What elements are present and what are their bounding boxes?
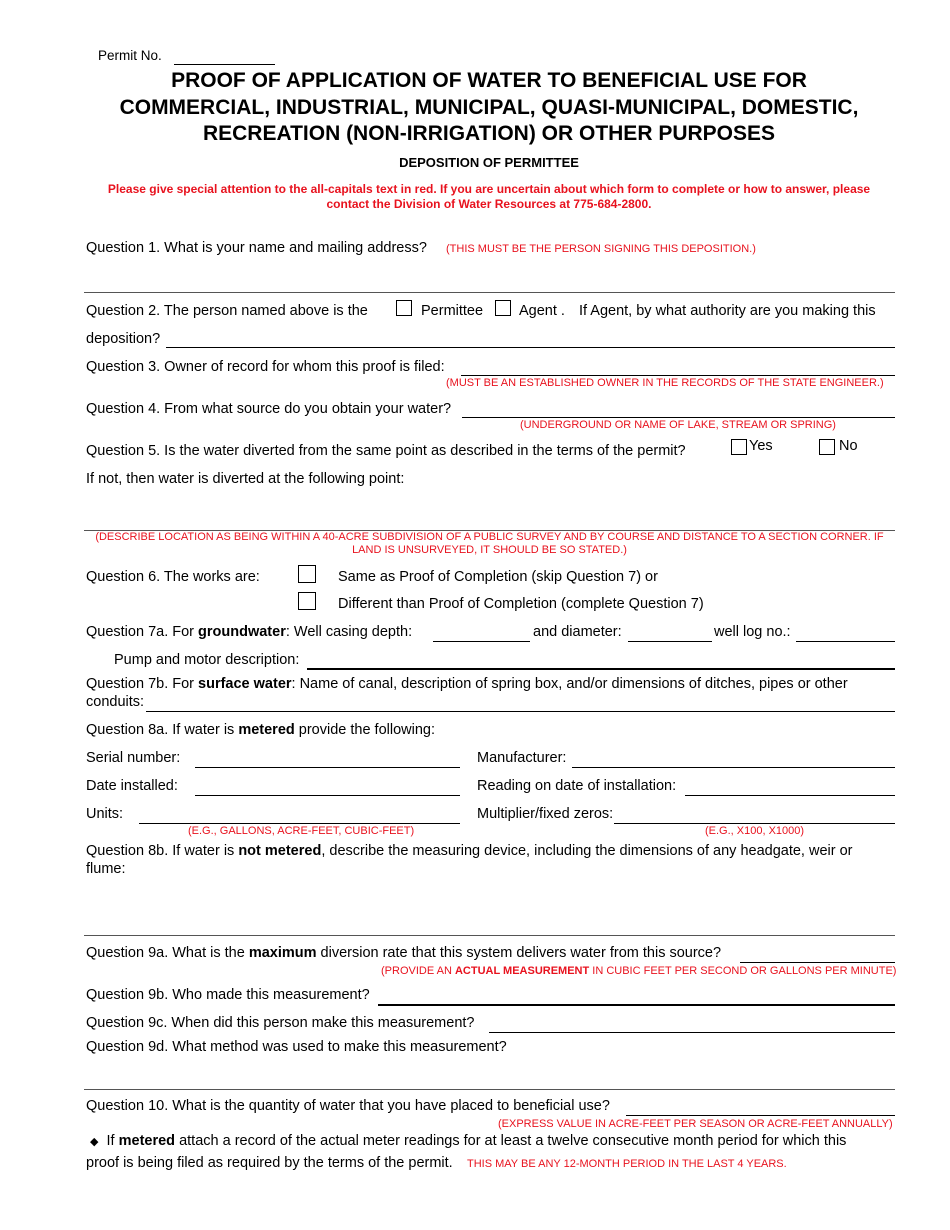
question-2-deposition-label: deposition? (86, 331, 161, 347)
question-2-agent-authority-label: If Agent, by what authority are you making this (579, 303, 876, 319)
agent-authority-field[interactable] (166, 347, 895, 348)
reading-on-installation-label: Reading on date of installation: (477, 778, 677, 794)
title-line-3: RECREATION (NON-IRRIGATION) OR OTHER PURPOSES (202, 122, 776, 145)
works-same-label: Same as Proof of Completion (skip Question 7) or (338, 569, 658, 585)
multiplier-field[interactable] (614, 823, 895, 824)
question-2-label: Question 2. The person named above is the (86, 303, 368, 319)
question-1-answer-line[interactable] (84, 292, 895, 293)
question-8b-flume-label: flume: (86, 861, 126, 877)
serial-number-label: Serial number: (86, 750, 181, 766)
serial-number-field[interactable] (195, 767, 460, 768)
measurement-by-field[interactable] (378, 1004, 895, 1006)
manufacturer-label: Manufacturer: (477, 750, 567, 766)
question-9a-label (86, 945, 721, 961)
well-casing-depth-field[interactable] (433, 641, 530, 642)
question-10-note: (EXPRESS VALUE IN ACRE-FEET PER SEASON OR ACRE-FEET ANNUALLY) (498, 1118, 893, 1130)
question-9b-label: Question 9b. Who made this measurement? (86, 987, 370, 1003)
metered-instruction-note: THIS MAY BE ANY 12-MONTH PERIOD IN THE LAST 4 YEARS. (467, 1158, 787, 1170)
metered-instruction-bold: metered (118, 1133, 176, 1149)
question-8a-bold: metered (238, 722, 295, 738)
question-8b-bold: not metered (238, 843, 322, 859)
question-4-note: (UNDERGROUND OR NAME OF LAKE, STREAM OR SPRING) (520, 419, 836, 431)
question-5-note-line-1: (DESCRIBE LOCATION AS BEING WITHIN A 40-ACRE SUBDIVISION OF A PUBLIC SURVEY AND BY COURSE AND DISTANCE TO A SECTION CORNER. IF (95, 531, 884, 543)
works-different-checkbox[interactable] (298, 592, 316, 610)
metered-instruction-line-2: proof is being filed as required by the terms of the permit. (86, 1155, 453, 1171)
metered-instruction (90, 1133, 846, 1149)
question-5-diversion-point-label: If not, then water is diverted at the following point: (86, 471, 405, 487)
question-9d-label: Question 9d. What method was used to make this measurement? (86, 1039, 507, 1055)
diversion-yes-label: Yes (749, 438, 773, 454)
works-same-checkbox[interactable] (298, 565, 316, 583)
metered-instruction-rest: attach a record of the actual meter readings for at least a twelve consecutive month period for which this (175, 1133, 847, 1149)
question-8b-label (86, 843, 853, 859)
notice-line-1: Please give special attention to the all-capitals text in red. If you are uncertain about which form to complete or how to answer, please (107, 182, 871, 196)
question-9a-note-bold: ACTUAL MEASUREMENT (454, 965, 590, 977)
question-9a-note-rest: IN CUBIC FEET PER SECOND OR GALLONS PER MINUTE) (589, 965, 897, 977)
question-9a-rest: diversion rate that this system delivers water from this source? (316, 945, 722, 961)
pump-motor-label: Pump and motor description: (114, 652, 300, 668)
title-line-2: COMMERCIAL, INDUSTRIAL, MUNICIPAL, QUASI-MUNICIPAL, DOMESTIC, (119, 95, 859, 119)
manufacturer-field[interactable] (572, 767, 895, 768)
well-diameter-field[interactable] (628, 641, 712, 642)
question-3-label: Question 3. Owner of record for whom this proof is filed: (86, 359, 445, 375)
question-8a-rest: provide the following: (294, 722, 435, 738)
measurement-method-field[interactable] (84, 1089, 895, 1090)
question-3-note: (MUST BE AN ESTABLISHED OWNER IN THE RECORDS OF THE STATE ENGINEER.) (446, 377, 884, 389)
question-1-note: (THIS MUST BE THE PERSON SIGNING THIS DEPOSITION.) (446, 243, 756, 255)
agent-checkbox[interactable] (495, 300, 511, 316)
question-7a-bold: groundwater (198, 624, 286, 640)
question-7a-prefix: Question 7a. For (86, 624, 199, 640)
multiplier-label: Multiplier/fixed zeros: (477, 806, 614, 822)
metered-instruction-if: If (106, 1133, 119, 1149)
maximum-diversion-rate-field[interactable] (740, 962, 895, 963)
question-10-label: Question 10. What is the quantity of water that you have placed to beneficial use? (86, 1098, 610, 1114)
question-6-label: Question 6. The works are: (86, 569, 260, 585)
question-7b-bold: surface water (198, 676, 292, 692)
question-8a-prefix: Question 8a. If water is (86, 722, 239, 738)
agent-option-label: Agent . (519, 303, 565, 319)
question-9a-bold: maximum (248, 945, 317, 961)
units-note: (E.G., GALLONS, ACRE-FEET, CUBIC-FEET) (188, 825, 415, 837)
permittee-option-label: Permittee (421, 303, 484, 319)
notice-line-2: contact the Division of Water Resources at 775-684-2800. (326, 197, 652, 211)
question-7b-rest: : Name of canal, description of spring box, and/or dimensions of ditches, pipes or other (291, 676, 848, 692)
measurement-date-field[interactable] (489, 1032, 895, 1033)
question-5-note (84, 531, 895, 557)
diamond-bullet-icon: ◆ (90, 1136, 99, 1148)
question-7b-conduits-label: conduits: (86, 694, 145, 710)
question-7a-rest: : Well casing depth: (285, 624, 413, 640)
question-9a-note (381, 965, 896, 977)
instructions-notice (0, 182, 950, 212)
form-title (0, 68, 950, 148)
question-7b-prefix: Question 7b. For (86, 676, 199, 692)
measuring-device-field[interactable] (84, 935, 895, 936)
well-log-label: well log no.: (714, 624, 791, 640)
units-label: Units: (86, 806, 124, 822)
quantity-of-water-field[interactable] (626, 1115, 895, 1116)
diversion-no-checkbox[interactable] (819, 439, 835, 455)
reading-on-installation-field[interactable] (685, 795, 895, 796)
well-log-number-field[interactable] (796, 641, 895, 642)
title-line-1: PROOF OF APPLICATION OF WATER TO BENEFICIAL USE FOR (171, 69, 807, 92)
pump-motor-field[interactable] (307, 668, 895, 670)
diversion-no-label: No (839, 438, 858, 454)
date-installed-label: Date installed: (86, 778, 178, 794)
question-8b-prefix: Question 8b. If water is (86, 843, 239, 859)
date-installed-field[interactable] (195, 795, 460, 796)
question-5-label: Question 5. Is the water diverted from the same point as described in the terms of the permit? (86, 443, 686, 459)
question-8a-label (86, 722, 435, 738)
question-9a-note-prefix: (PROVIDE AN (381, 965, 455, 977)
question-5-note-line-2: LAND IS UNSURVEYED, IT SHOULD BE SO STATED.) (352, 544, 627, 556)
permit-number-field[interactable] (174, 64, 275, 65)
surface-water-field[interactable] (146, 711, 895, 712)
works-different-label: Different than Proof of Completion (complete Question 7) (338, 596, 704, 612)
question-7a-label (86, 624, 412, 640)
permit-number-label: Permit No. (98, 48, 162, 63)
question-7b-label (86, 676, 848, 692)
question-9c-label: Question 9c. When did this person make this measurement? (86, 1015, 475, 1031)
question-8b-rest: , describe the measuring device, including the dimensions of any headgate, weir or (321, 843, 853, 859)
multiplier-note: (E.G., X100, X1000) (705, 825, 805, 837)
diameter-label: and diameter: (533, 624, 622, 640)
question-9a-prefix: Question 9a. What is the (86, 945, 249, 961)
question-4-label: Question 4. From what source do you obtain your water? (86, 401, 452, 417)
permittee-checkbox[interactable] (396, 300, 412, 316)
owner-of-record-field[interactable] (461, 375, 895, 376)
form-subtitle: DEPOSITION OF PERMITTEE (399, 155, 579, 170)
units-field[interactable] (139, 823, 460, 824)
question-1-label: Question 1. What is your name and mailing address? (86, 240, 427, 256)
diversion-yes-checkbox[interactable] (731, 439, 747, 455)
water-source-field[interactable] (462, 417, 895, 418)
